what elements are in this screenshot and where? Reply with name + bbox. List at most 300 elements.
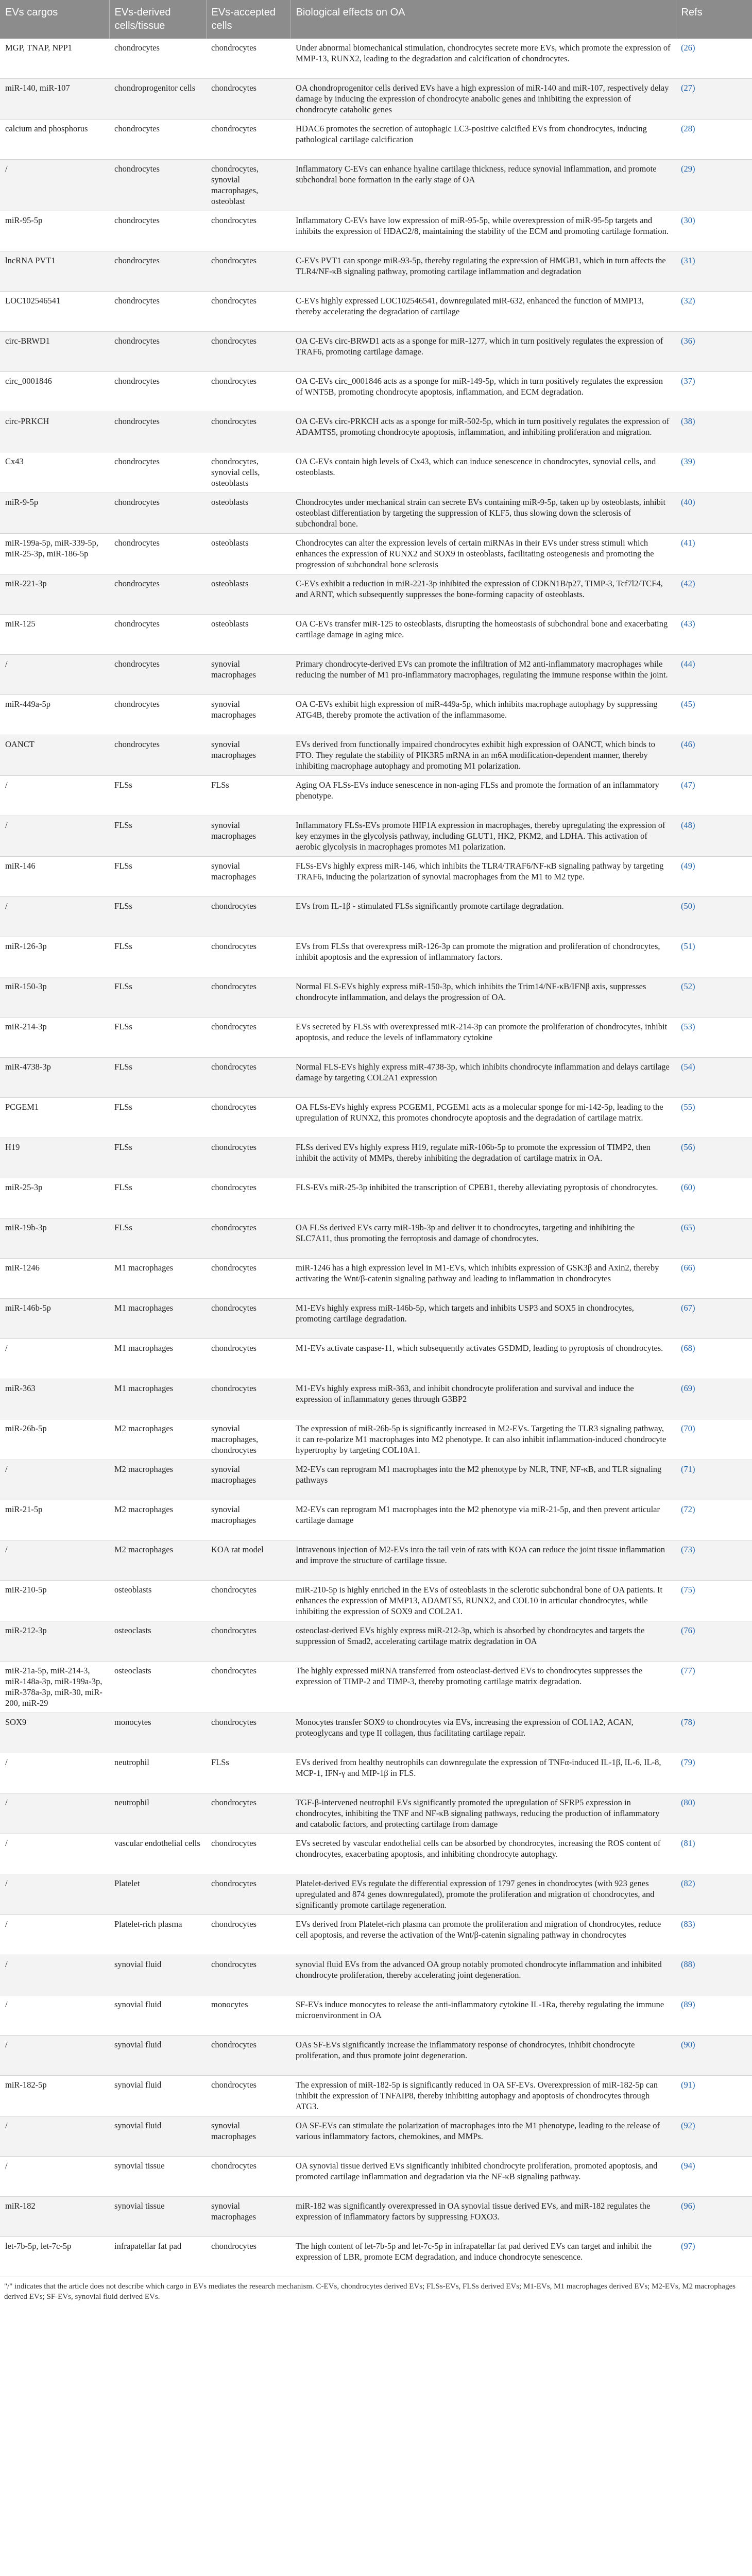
header-row — [0, 0, 752, 39]
table-row — [0, 1834, 752, 1874]
cell-effect: osteoclast-derived EVs highly express miR-212-3p, which is absorbed by chondrocytes and targets the suppression of Smad2, accelerating cartilage matrix degradation in OA — [290, 1621, 676, 1662]
cell-cargo: OANCT — [0, 735, 109, 776]
cell-ref[interactable]: (46) — [676, 735, 752, 776]
cell-effect: miR-182 was significantly overexpressed in OA synovial tissue derived EVs, and miR-182 regulates the expression of inflammatory factors by suppressing FOXO3. — [290, 2197, 676, 2237]
cell-derived: FLSs — [109, 897, 206, 937]
cell-derived: FLSs — [109, 1138, 206, 1178]
cell-ref[interactable]: (32) — [676, 292, 752, 332]
cell-derived: synovial tissue — [109, 2157, 206, 2197]
cell-cargo: / — [0, 1995, 109, 2036]
cell-derived: FLSs — [109, 776, 206, 816]
cell-ref[interactable]: (70) — [676, 1419, 752, 1460]
table-row — [0, 1138, 752, 1178]
cell-cargo: PCGEM1 — [0, 1098, 109, 1138]
header-refs: Refs — [676, 0, 752, 39]
cell-derived: chondrocytes — [109, 534, 206, 574]
cell-cargo: miR-449a-5p — [0, 695, 109, 735]
cell-accepted: FLSs — [206, 776, 290, 816]
cell-effect: FLSs derived EVs highly express H19, regulate miR-106b-5p to promote the expression of TIMP2, then inhibit the activity of MMPs, thereby inhibiting the degradation of cartilage matrix in OA. — [290, 1138, 676, 1178]
cell-derived: synovial fluid — [109, 2036, 206, 2076]
cell-effect: M1-EVs activate caspase-11, which subsequently activates GSDMD, leading to pyroptosis of chondrocytes. — [290, 1339, 676, 1379]
cell-ref[interactable]: (76) — [676, 1621, 752, 1662]
table-header — [0, 0, 752, 39]
cell-effect: synovial fluid EVs from the advanced OA group notably promoted chondrocyte inflammation and inhibited chondrocyte proliferation, thereby accelerating joint degeneration. — [290, 1955, 676, 1995]
cell-accepted: chondrocytes — [206, 1218, 290, 1259]
cell-effect: C-EVs PVT1 can sponge miR-93-5p, thereby regulating the expression of HMGB1, which in turn affects the TLR4/NF-κB signaling pathway, promoting cartilage inflammation and degradation — [290, 251, 676, 292]
table-row — [0, 2237, 752, 2277]
cell-ref[interactable]: (92) — [676, 2116, 752, 2157]
cell-effect: OAs SF-EVs significantly increase the inflammatory response of chondrocytes, inhibit chondrocyte proliferation, and thus promote joint degeneration. — [290, 2036, 676, 2076]
cell-derived: synovial fluid — [109, 1955, 206, 1995]
cell-ref[interactable]: (39) — [676, 452, 752, 493]
cell-accepted: osteoblasts — [206, 574, 290, 615]
cell-ref[interactable]: (60) — [676, 1178, 752, 1218]
cell-cargo: miR-210-5p — [0, 1581, 109, 1621]
table-row — [0, 1419, 752, 1460]
cell-cargo: / — [0, 2036, 109, 2076]
cell-effect: Intravenous injection of M2-EVs into the tail vein of rats with KOA can reduce the joint tissue inflammation and improve the structure of cartilage tissue. — [290, 1540, 676, 1581]
cell-cargo: SOX9 — [0, 1713, 109, 1753]
table-row — [0, 1339, 752, 1379]
cell-effect: The expression of miR-182-5p is significantly reduced in OA SF-EVs. Overexpression of miR-182-5p can inhibit the expression of TNFAIP8, thereby inhibiting autophagy and apoptosis of chondrocytes through ATG3. — [290, 2076, 676, 2116]
cell-effect: Aging OA FLSs-EVs induce senescence in non-aging FLSs and promote the formation of an inflammatory phenotype. — [290, 776, 676, 816]
cell-accepted: chondrocytes — [206, 1713, 290, 1753]
cell-cargo: miR-19b-3p — [0, 1218, 109, 1259]
cell-effect: The high content of let-7b-5p and let-7c-5p in infrapatellar fat pad derived EVs can target and inhibit the expression of LBR, promote ECM degradation, and induce chondrocyte senescence. — [290, 2237, 676, 2277]
table-row — [0, 1581, 752, 1621]
cell-cargo: / — [0, 1460, 109, 1500]
cell-effect: OA C-EVs circ-PRKCH acts as a sponge for miR-502-5p, which in turn positively regulates the expression of ADAMTS5, promoting chondrocyte apoptosis, inflammation, and inhibiting proliferation and migration. — [290, 412, 676, 452]
cell-effect: Inflammatory C-EVs have low expression of miR-95-5p, while overexpression of miR-95-5p targets and inhibits the expression of HDAC2/8, maintaining the stability of the ECM and promoting cartilage formation. — [290, 211, 676, 251]
cell-accepted: osteoblasts — [206, 534, 290, 574]
cell-ref[interactable]: (90) — [676, 2036, 752, 2076]
cell-cargo: miR-199a-5p, miR-339-5p, miR-25-3p, miR-186-5p — [0, 534, 109, 574]
cell-ref[interactable]: (88) — [676, 1955, 752, 1995]
cell-accepted: synovial macrophages — [206, 2116, 290, 2157]
cell-ref[interactable]: (50) — [676, 897, 752, 937]
cell-ref[interactable]: (80) — [676, 1793, 752, 1834]
table-row — [0, 1621, 752, 1662]
cell-effect: C-EVs exhibit a reduction in miR-221-3p inhibited the expression of CDKN1B/p27, TIMP-3, Tcf7l2/TCF4, and ARNT, which subsequently suppresses the bone-forming capacity of osteoblasts. — [290, 574, 676, 615]
cell-derived: synovial tissue — [109, 2197, 206, 2237]
cell-effect: OA FLSs-EVs highly express PCGEM1, PCGEM1 acts as a molecular sponge for mi-142-5p, leading to the upregulation of RUNX2, this promotes chondrocyte apoptosis and the degradation of cartilage matrix. — [290, 1098, 676, 1138]
cell-accepted: synovial macrophages — [206, 816, 290, 857]
cell-effect: OA SF-EVs can stimulate the polarization of macrophages into the M1 phenotype, leading to the release of various inflammatory factors, chemokines, and MMPs. — [290, 2116, 676, 2157]
cell-derived: chondrocytes — [109, 292, 206, 332]
table-row — [0, 857, 752, 897]
cell-accepted: chondrocytes — [206, 897, 290, 937]
table-row — [0, 1460, 752, 1500]
cell-ref[interactable]: (41) — [676, 534, 752, 574]
cell-ref[interactable]: (75) — [676, 1581, 752, 1621]
cell-derived: chondrocytes — [109, 615, 206, 655]
table-row — [0, 79, 752, 120]
cell-cargo: / — [0, 1915, 109, 1955]
table-row — [0, 816, 752, 857]
cell-derived: FLSs — [109, 977, 206, 1018]
table-row — [0, 897, 752, 937]
cell-cargo: / — [0, 776, 109, 816]
table-row — [0, 534, 752, 574]
cell-ref[interactable]: (54) — [676, 1058, 752, 1098]
cell-ref[interactable]: (94) — [676, 2157, 752, 2197]
cell-cargo: miR-9-5p — [0, 493, 109, 534]
cell-accepted: chondrocytes — [206, 251, 290, 292]
cell-accepted: chondrocytes — [206, 1662, 290, 1713]
header-evs-derived: EVs-derived cells/tissue — [109, 0, 206, 39]
table-row — [0, 1018, 752, 1058]
cell-accepted: chondrocytes — [206, 937, 290, 977]
cell-cargo: / — [0, 2157, 109, 2197]
table-row — [0, 1379, 752, 1419]
cell-cargo: miR-21a-5p, miR-214-3, miR-148a-3p, miR-199a-3p, miR-378a-3p, miR-30, miR-200, miR-29 — [0, 1662, 109, 1713]
cell-derived: chondrocytes — [109, 251, 206, 292]
table-row — [0, 735, 752, 776]
cell-ref[interactable]: (67) — [676, 1299, 752, 1339]
cell-accepted: osteoblasts — [206, 493, 290, 534]
table-row — [0, 493, 752, 534]
cell-cargo: lncRNA PVT1 — [0, 251, 109, 292]
cell-ref[interactable]: (27) — [676, 79, 752, 120]
table-row — [0, 372, 752, 412]
cell-derived: chondrocytes — [109, 160, 206, 211]
cell-accepted: KOA rat model — [206, 1540, 290, 1581]
cell-accepted: synovial macrophages — [206, 695, 290, 735]
cell-cargo: miR-1246 — [0, 1259, 109, 1299]
cell-derived: chondrocytes — [109, 493, 206, 534]
cell-effect: OA synovial tissue derived EVs significantly inhibited chondrocyte proliferation, promoted apoptosis, and promoted cartilage inflammation and degradation via the NF-κB signaling pathway. — [290, 2157, 676, 2197]
cell-accepted: synovial macrophages — [206, 655, 290, 695]
cell-accepted: chondrocytes — [206, 292, 290, 332]
cell-effect: M1-EVs highly express miR-363, and inhibit chondrocyte proliferation and survival and induce the expression of inflammatory genes through G3BP2 — [290, 1379, 676, 1419]
cell-ref[interactable]: (71) — [676, 1460, 752, 1500]
cell-derived: M1 macrophages — [109, 1339, 206, 1379]
cell-accepted: chondrocytes — [206, 977, 290, 1018]
cell-ref[interactable]: (36) — [676, 332, 752, 372]
cell-ref[interactable]: (52) — [676, 977, 752, 1018]
table-row — [0, 452, 752, 493]
cell-accepted: chondrocytes — [206, 1178, 290, 1218]
table-row — [0, 1955, 752, 1995]
header-evs-accepted: EVs-accepted cells — [206, 0, 290, 39]
cell-ref[interactable]: (51) — [676, 937, 752, 977]
cell-derived: chondrocytes — [109, 695, 206, 735]
cell-effect: OA chondroprogenitor cells derived EVs have a high expression of miR-140 and miR-107, respectively delay damage by inducing the expression of chondrocyte anabolic genes and inhibiting the expression of chondrocyte catabolic genes — [290, 79, 676, 120]
cell-accepted: chondrocytes — [206, 1299, 290, 1339]
table-row — [0, 2157, 752, 2197]
cell-accepted: chondrocytes — [206, 1259, 290, 1299]
cell-derived: neutrophil — [109, 1793, 206, 1834]
table-row — [0, 655, 752, 695]
table-row — [0, 1995, 752, 2036]
cell-cargo: miR-212-3p — [0, 1621, 109, 1662]
cell-accepted: chondrocytes — [206, 412, 290, 452]
cell-accepted: FLSs — [206, 1753, 290, 1793]
cell-accepted: chondrocytes — [206, 39, 290, 79]
table-row — [0, 776, 752, 816]
cell-cargo: miR-21-5p — [0, 1500, 109, 1540]
cell-accepted: chondrocytes — [206, 1581, 290, 1621]
table-row — [0, 977, 752, 1018]
cell-ref[interactable]: (53) — [676, 1018, 752, 1058]
cell-derived: chondrocytes — [109, 332, 206, 372]
cell-effect: OA C-EVs circ-BRWD1 acts as a sponge for miR-1277, which in turn positively regulates the expression of TRAF6, promoting cartilage damage. — [290, 332, 676, 372]
cell-accepted: synovial macrophages, chondrocytes — [206, 1419, 290, 1460]
cell-effect: M2-EVs can reprogram M1 macrophages into the M2 phenotype via miR-21-5p, and then prevent articular cartilage damage — [290, 1500, 676, 1540]
table-row — [0, 292, 752, 332]
cell-accepted: chondrocytes, synovial macrophages, osteoblast — [206, 160, 290, 211]
cell-cargo: miR-146 — [0, 857, 109, 897]
cell-cargo: miR-25-3p — [0, 1178, 109, 1218]
table-row — [0, 1540, 752, 1581]
cell-accepted: chondrocytes — [206, 1379, 290, 1419]
table-row — [0, 1259, 752, 1299]
table-row — [0, 2197, 752, 2237]
cell-cargo: miR-363 — [0, 1379, 109, 1419]
cell-cargo: / — [0, 160, 109, 211]
cell-derived: chondrocytes — [109, 412, 206, 452]
table-row — [0, 412, 752, 452]
cell-cargo: circ_0001846 — [0, 372, 109, 412]
cell-derived: Platelet-rich plasma — [109, 1915, 206, 1955]
cell-effect: The expression of miR-26b-5p is significantly increased in M2-EVs. Targeting the TLR3 signaling pathway, it can re-polarize M1 macrophages into M2 phenotype. It can also inhibit inflammation-induced chondrocyte hypertrophy by targeting COL10A1. — [290, 1419, 676, 1460]
table-row — [0, 1874, 752, 1915]
cell-ref[interactable]: (44) — [676, 655, 752, 695]
cell-derived: osteoclasts — [109, 1662, 206, 1713]
cell-ref[interactable]: (78) — [676, 1713, 752, 1753]
cell-cargo: circ-PRKCH — [0, 412, 109, 452]
cell-accepted: synovial macrophages — [206, 857, 290, 897]
cell-ref[interactable]: (96) — [676, 2197, 752, 2237]
cell-accepted: chondrocytes — [206, 332, 290, 372]
cell-ref[interactable]: (69) — [676, 1379, 752, 1419]
cell-accepted: chondrocytes, synovial cells, osteoblasts — [206, 452, 290, 493]
cell-derived: chondrocytes — [109, 574, 206, 615]
cell-effect: OA FLSs derived EVs carry miR-19b-3p and deliver it to chondrocytes, targeting and inhibiting the SLC7A11, thus promoting the ferroptosis and damage of chondrocytes. — [290, 1218, 676, 1259]
cell-cargo: miR-182-5p — [0, 2076, 109, 2116]
cell-effect: Chondrocytes under mechanical strain can secrete EVs containing miR-9-5p, taken up by osteoblasts, inhibit osteoblast differentiation by targeting the suppression of KLF5, thus slowing down the sclerosis of subchondral bone. — [290, 493, 676, 534]
cell-ref[interactable]: (73) — [676, 1540, 752, 1581]
table-row — [0, 1753, 752, 1793]
cell-effect: OA C-EVs circ_0001846 acts as a sponge for miR-149-5p, which in turn positively regulates the expression of WNT5B, promoting chondrocyte apoptosis, inflammation, and ECM degradation. — [290, 372, 676, 412]
table-row — [0, 120, 752, 160]
cell-ref[interactable]: (37) — [676, 372, 752, 412]
cell-effect: TGF-β-intervened neutrophil EVs significantly promoted the upregulation of SFRP5 expression in chondrocytes, inhibiting the TNF and NF-κB signaling pathways, reducing the production of inflammatory and catabolic factors, and protecting cartilage from damage — [290, 1793, 676, 1834]
cell-cargo: miR-4738-3p — [0, 1058, 109, 1098]
cell-derived: M1 macrophages — [109, 1259, 206, 1299]
cell-accepted: chondrocytes — [206, 1915, 290, 1955]
cell-effect: EVs derived from Platelet-rich plasma can promote the proliferation and migration of chondrocytes, reduce cell apoptosis, and reverse the activation of the Wnt/β-catenin signaling pathway in chondrocytes — [290, 1915, 676, 1955]
cell-derived: osteoblasts — [109, 1581, 206, 1621]
cell-derived: FLSs — [109, 937, 206, 977]
cell-accepted: chondrocytes — [206, 1098, 290, 1138]
cell-accepted: osteoblasts — [206, 615, 290, 655]
cell-effect: EVs from FLSs that overexpress miR-126-3p can promote the migration and proliferation of chondrocytes, inhibit apoptosis and the expression of inflammatory factors. — [290, 937, 676, 977]
cell-ref[interactable]: (47) — [676, 776, 752, 816]
cell-cargo: miR-146b-5p — [0, 1299, 109, 1339]
cell-cargo: MGP, TNAP, NPP1 — [0, 39, 109, 79]
cell-ref[interactable]: (66) — [676, 1259, 752, 1299]
cell-derived: chondrocytes — [109, 452, 206, 493]
cell-cargo: / — [0, 816, 109, 857]
cell-ref[interactable]: (77) — [676, 1662, 752, 1713]
cell-derived: osteoclasts — [109, 1621, 206, 1662]
cell-effect: The highly expressed miRNA transferred from osteoclast-derived EVs to chondrocytes suppresses the expression of TIMP-2 and TIMP-3, thereby promoting cartilage matrix degradation. — [290, 1662, 676, 1713]
cell-cargo: / — [0, 655, 109, 695]
cell-ref[interactable]: (42) — [676, 574, 752, 615]
cell-effect: Chondrocytes can alter the expression levels of certain miRNAs in their EVs under stress stimuli which enhances the expression of RUNX2 and SOX9 in osteoblasts, facilitating osteogenesis and promoting the progression of subchondral bone sclerosis — [290, 534, 676, 574]
cell-cargo: H19 — [0, 1138, 109, 1178]
cell-ref[interactable]: (56) — [676, 1138, 752, 1178]
table-row — [0, 615, 752, 655]
cell-ref[interactable]: (28) — [676, 120, 752, 160]
cell-accepted: chondrocytes — [206, 2157, 290, 2197]
table-row — [0, 211, 752, 251]
cell-cargo: / — [0, 2116, 109, 2157]
cell-effect: Platelet-derived EVs regulate the differential expression of 1797 genes in chondrocytes (with 923 genes upregulated and 874 genes downregulated), promote the proliferation and migration of chondrocytes, and significantly promote cartilage regeneration. — [290, 1874, 676, 1915]
cell-effect: M1-EVs highly express miR-146b-5p, which targets and inhibits USP3 and SOX5 in chondrocytes, promoting cartilage degradation. — [290, 1299, 676, 1339]
cell-accepted: chondrocytes — [206, 2237, 290, 2277]
cell-accepted: monocytes — [206, 1995, 290, 2036]
cell-derived: synovial fluid — [109, 2076, 206, 2116]
cell-derived: synovial fluid — [109, 1995, 206, 2036]
header-biological-effects: Biological effects on OA — [290, 0, 676, 39]
table-row — [0, 1098, 752, 1138]
cell-ref[interactable]: (55) — [676, 1098, 752, 1138]
cell-accepted: chondrocytes — [206, 372, 290, 412]
cell-ref[interactable]: (79) — [676, 1753, 752, 1793]
cell-accepted: chondrocytes — [206, 1874, 290, 1915]
cell-derived: vascular endothelial cells — [109, 1834, 206, 1874]
cell-cargo: miR-26b-5p — [0, 1419, 109, 1460]
cell-derived: FLSs — [109, 1098, 206, 1138]
cell-ref[interactable]: (43) — [676, 615, 752, 655]
cell-cargo: / — [0, 1874, 109, 1915]
cell-ref[interactable]: (48) — [676, 816, 752, 857]
cell-derived: chondrocytes — [109, 211, 206, 251]
cell-accepted: chondrocytes — [206, 1138, 290, 1178]
cell-ref[interactable]: (29) — [676, 160, 752, 211]
table-row — [0, 695, 752, 735]
cell-effect: FLSs-EVs highly express miR-146, which inhibits the TLR4/TRAF6/NF-κB signaling pathway by targeting TRAF6, inducing the polarization of synovial macrophages from the M1 to M2 type. — [290, 857, 676, 897]
cell-cargo: LOC102546541 — [0, 292, 109, 332]
cell-accepted: chondrocytes — [206, 1621, 290, 1662]
cell-cargo: / — [0, 1834, 109, 1874]
cell-effect: Inflammatory C-EVs can enhance hyaline cartilage thickness, reduce synovial inflammation, and promote subchondral bone formation in the early stage of OA — [290, 160, 676, 211]
table-row — [0, 39, 752, 79]
cell-derived: monocytes — [109, 1713, 206, 1753]
table-body — [0, 39, 752, 2277]
cell-effect: M2-EVs can reprogram M1 macrophages into the M2 phenotype by NLR, TNF, NF-κB, and TLR signaling pathways — [290, 1460, 676, 1500]
cell-effect: Normal FLS-EVs highly express miR-150-3p, which inhibits the Trim14/NF-κB/IFNβ axis, suppresses chondrocyte inflammation, and delays the progression of OA. — [290, 977, 676, 1018]
cell-effect: Normal FLS-EVs highly express miR-4738-3p, which inhibits chondrocyte inflammation and delays cartilage damage by targeting COL2A1 expression — [290, 1058, 676, 1098]
cell-cargo: miR-221-3p — [0, 574, 109, 615]
cell-ref[interactable]: (49) — [676, 857, 752, 897]
cell-cargo: circ-BRWD1 — [0, 332, 109, 372]
cell-effect: OA C-EVs contain high levels of Cx43, which can induce senescence in chondrocytes, synovial cells, and osteoblasts. — [290, 452, 676, 493]
cell-derived: infrapatellar fat pad — [109, 2237, 206, 2277]
cell-cargo: / — [0, 1793, 109, 1834]
cell-derived: M1 macrophages — [109, 1379, 206, 1419]
cell-accepted: chondrocytes — [206, 1955, 290, 1995]
table-row — [0, 1713, 752, 1753]
cell-derived: M2 macrophages — [109, 1419, 206, 1460]
cell-derived: M1 macrophages — [109, 1299, 206, 1339]
cell-ref[interactable]: (91) — [676, 2076, 752, 2116]
cell-effect: OA C-EVs exhibit high expression of miR-449a-5p, which inhibits macrophage autophagy by suppressing ATG4B, thereby promote the activation of the inflammasome. — [290, 695, 676, 735]
table-row — [0, 332, 752, 372]
cell-derived: FLSs — [109, 857, 206, 897]
cell-derived: synovial fluid — [109, 2116, 206, 2157]
table-row — [0, 937, 752, 977]
table-row — [0, 251, 752, 292]
table-row — [0, 2116, 752, 2157]
cell-cargo: / — [0, 897, 109, 937]
cell-ref[interactable]: (81) — [676, 1834, 752, 1874]
cell-accepted: chondrocytes — [206, 79, 290, 120]
cell-derived: chondrocytes — [109, 735, 206, 776]
cell-derived: chondrocytes — [109, 372, 206, 412]
cell-derived: chondrocytes — [109, 120, 206, 160]
cell-derived: M2 macrophages — [109, 1540, 206, 1581]
cell-cargo: miR-95-5p — [0, 211, 109, 251]
cell-effect: EVs secreted by vascular endothelial cells can be absorbed by chondrocytes, increasing the ROS content of chondrocytes, exacerbating apoptosis, and inhibiting chondrocyte autophagy. — [290, 1834, 676, 1874]
cell-accepted: chondrocytes — [206, 1058, 290, 1098]
cell-ref[interactable]: (65) — [676, 1218, 752, 1259]
cell-ref[interactable]: (45) — [676, 695, 752, 735]
cell-derived: chondrocytes — [109, 655, 206, 695]
cell-derived: Platelet — [109, 1874, 206, 1915]
cell-cargo: calcium and phosphorus — [0, 120, 109, 160]
table-row — [0, 1915, 752, 1955]
cell-ref[interactable]: (72) — [676, 1500, 752, 1540]
cell-ref[interactable]: (68) — [676, 1339, 752, 1379]
cell-cargo: / — [0, 1955, 109, 1995]
header-evs-cargos: EVs cargos — [0, 0, 109, 39]
cell-ref[interactable]: (97) — [676, 2237, 752, 2277]
cell-ref[interactable]: (30) — [676, 211, 752, 251]
cell-effect: OA C-EVs transfer miR-125 to osteoblasts, disrupting the homeostasis of subchondral bone and exacerbating cartilage damage in aging mice. — [290, 615, 676, 655]
cell-ref[interactable]: (83) — [676, 1915, 752, 1955]
cell-cargo: miR-125 — [0, 615, 109, 655]
cell-derived: M2 macrophages — [109, 1460, 206, 1500]
cell-ref[interactable]: (26) — [676, 39, 752, 79]
cell-derived: FLSs — [109, 1218, 206, 1259]
table-row — [0, 2076, 752, 2116]
table-row — [0, 1500, 752, 1540]
cell-cargo: miR-214-3p — [0, 1018, 109, 1058]
cell-ref[interactable]: (38) — [676, 412, 752, 452]
cell-effect: C-EVs highly expressed LOC102546541, downregulated miR-632, enhanced the function of MMP13, thereby accelerating the degradation of cartilage — [290, 292, 676, 332]
cell-cargo: miR-126-3p — [0, 937, 109, 977]
cell-effect: Inflammatory FLSs-EVs promote HIF1A expression in macrophages, thereby upregulating the expression of key enzymes in the glycolysis pathway, including GLUT1, HK2, PKM2, and LDHA. This activation of aerobic glycolysis in macrophages promotes M1 polarization. — [290, 816, 676, 857]
cell-effect: Primary chondrocyte-derived EVs can promote the infiltration of M2 anti-inflammatory macrophages while reducing the number of M1 pro-inflammatory macrophages, regulating the immune response within the joint. — [290, 655, 676, 695]
cell-derived: FLSs — [109, 1178, 206, 1218]
cell-effect: EVs from IL-1β - stimulated FLSs significantly promote cartilage degradation. — [290, 897, 676, 937]
cell-accepted: synovial macrophages — [206, 735, 290, 776]
cell-cargo: / — [0, 1540, 109, 1581]
cell-ref[interactable]: (31) — [676, 251, 752, 292]
cell-effect: EVs derived from functionally impaired chondrocytes exhibit high expression of OANCT, which binds to FTO. They regulate the stability of PIK3R5 mRNA in an m6A modification-dependent manner, thereby inhibiting macrophage autophagy and promoting M1 polarization. — [290, 735, 676, 776]
table-row — [0, 1299, 752, 1339]
cell-derived: chondroprogenitor cells — [109, 79, 206, 120]
cell-accepted: chondrocytes — [206, 1339, 290, 1379]
table-row — [0, 1218, 752, 1259]
cell-ref[interactable]: (89) — [676, 1995, 752, 2036]
cell-ref[interactable]: (82) — [676, 1874, 752, 1915]
cell-effect: FLS-EVs miR-25-3p inhibited the transcription of CPEB1, thereby alleviating pyroptosis of chondrocytes. — [290, 1178, 676, 1218]
cell-ref[interactable]: (40) — [676, 493, 752, 534]
